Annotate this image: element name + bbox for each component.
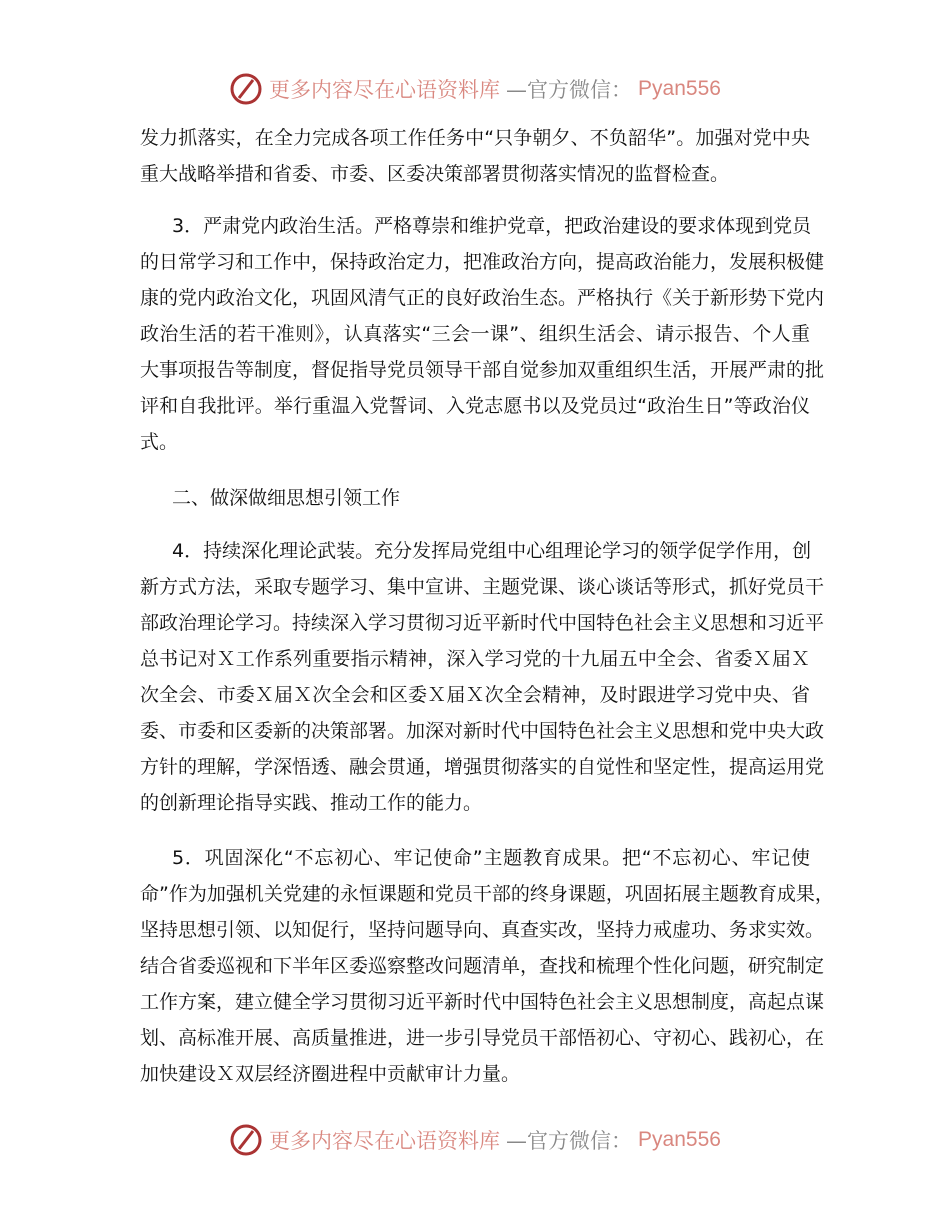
text-line: 命”作为加强机关党建的永恒课题和党员干部的终身课题，巩固拓展主题教育成果， <box>140 883 834 905</box>
text-line: 的创新理论指导实践、推动工作的能力。 <box>140 792 483 814</box>
watermark-wechat-id: Pyan556 <box>638 77 721 100</box>
text-line: 康的党内政治文化，巩固风清气正的良好政治生态。严格执行《关于新形势下党内 <box>140 287 825 309</box>
text-line: 的日常学习和工作中，保持政治定力，把准政治方向，提高政治能力，发展积极健 <box>140 251 825 273</box>
text-line: 评和自我批评。举行重温入党誓词、入党志愿书以及党员过“政治生日”等政治仪 <box>140 395 810 417</box>
text-line: 重大战略举措和省委、市委、区委决策部署贯彻落实情况的监督检查。 <box>140 163 730 185</box>
text-line: 大事项报告等制度，督促指导党员领导干部自觉参加双重组织生活，开展严肃的批 <box>140 359 825 381</box>
section-heading: 二、做深做细思想引领工作 <box>172 487 401 509</box>
text-line: 政治生活的若干准则》，认真落实“三会一课”、组织生活会、请示报告、个人重 <box>140 323 810 345</box>
text-line: 划、高标准开展、高质量推进，进一步引导党员干部悟初心、守初心、践初心，在 <box>140 1027 825 1049</box>
text-line: 部政治理论学习。持续深入学习贯彻习近平新时代中国特色社会主义思想和习近平 <box>140 612 825 634</box>
text-line: 4．持续深化理论武装。充分发挥局党组中心组理论学习的领学促学作用，创 <box>172 540 812 562</box>
pen-logo-icon <box>229 72 263 106</box>
text-line: 坚持思想引领、以知促行，坚持问题导向、真查实改，坚持力戒虚功、务求实效。 <box>140 919 825 941</box>
text-line: 式。 <box>140 431 179 453</box>
watermark-wechat-label: —官方微信： <box>506 1129 633 1153</box>
text-line: 委、市委和区委新的决策部署。加深对新时代中国特色社会主义思想和党中央大政 <box>140 720 825 742</box>
text-line: 方针的理解，学深悟透、融会贯通，增强贯彻落实的自觉性和坚定性，提高运用党 <box>140 756 825 778</box>
text-line: 结合省委巡视和下半年区委巡察整改问题清单，查找和梳理个性化问题，研究制定 <box>140 955 825 977</box>
watermark-text: 更多内容尽在心语资料库 <box>269 78 501 102</box>
text-line: 次全会、市委Ｘ届Ｘ次全会和区委Ｘ届Ｘ次全会精神，及时跟进学习党中央、省 <box>140 684 810 706</box>
watermark-footer <box>0 1123 950 1157</box>
watermark-wechat-label: —官方微信： <box>506 78 633 102</box>
text-line: 新方式方法，采取专题学习、集中宣讲、主题党课、谈心谈话等形式，抓好党员干 <box>140 576 825 598</box>
text-line: 5．巩固深化“不忘初心、牢记使命”主题教育成果。把“不忘初心、牢记使 <box>172 847 810 869</box>
text-line: 总书记对Ｘ工作系列重要指示精神，深入学习党的十九届五中全会、省委Ｘ届Ｘ <box>140 648 810 670</box>
pen-logo-icon <box>229 1123 263 1157</box>
text-line: 工作方案，建立健全学习贯彻习近平新时代中国特色社会主义思想制度，高起点谋 <box>140 991 825 1013</box>
text-line: 发力抓落实，在全力完成各项工作任务中“只争朝夕、不负韶华”。加强对党中央 <box>140 127 810 149</box>
text-line: 加快建设Ｘ双层经济圈进程中贡献审计力量。 <box>140 1063 521 1085</box>
text-line: 3．严肃党内政治生活。严格尊崇和维护党章，把政治建设的要求体现到党员 <box>172 215 812 237</box>
watermark-text: 更多内容尽在心语资料库 <box>269 1129 501 1153</box>
watermark-header <box>0 72 950 106</box>
watermark-wechat-id: Pyan556 <box>638 1128 721 1151</box>
